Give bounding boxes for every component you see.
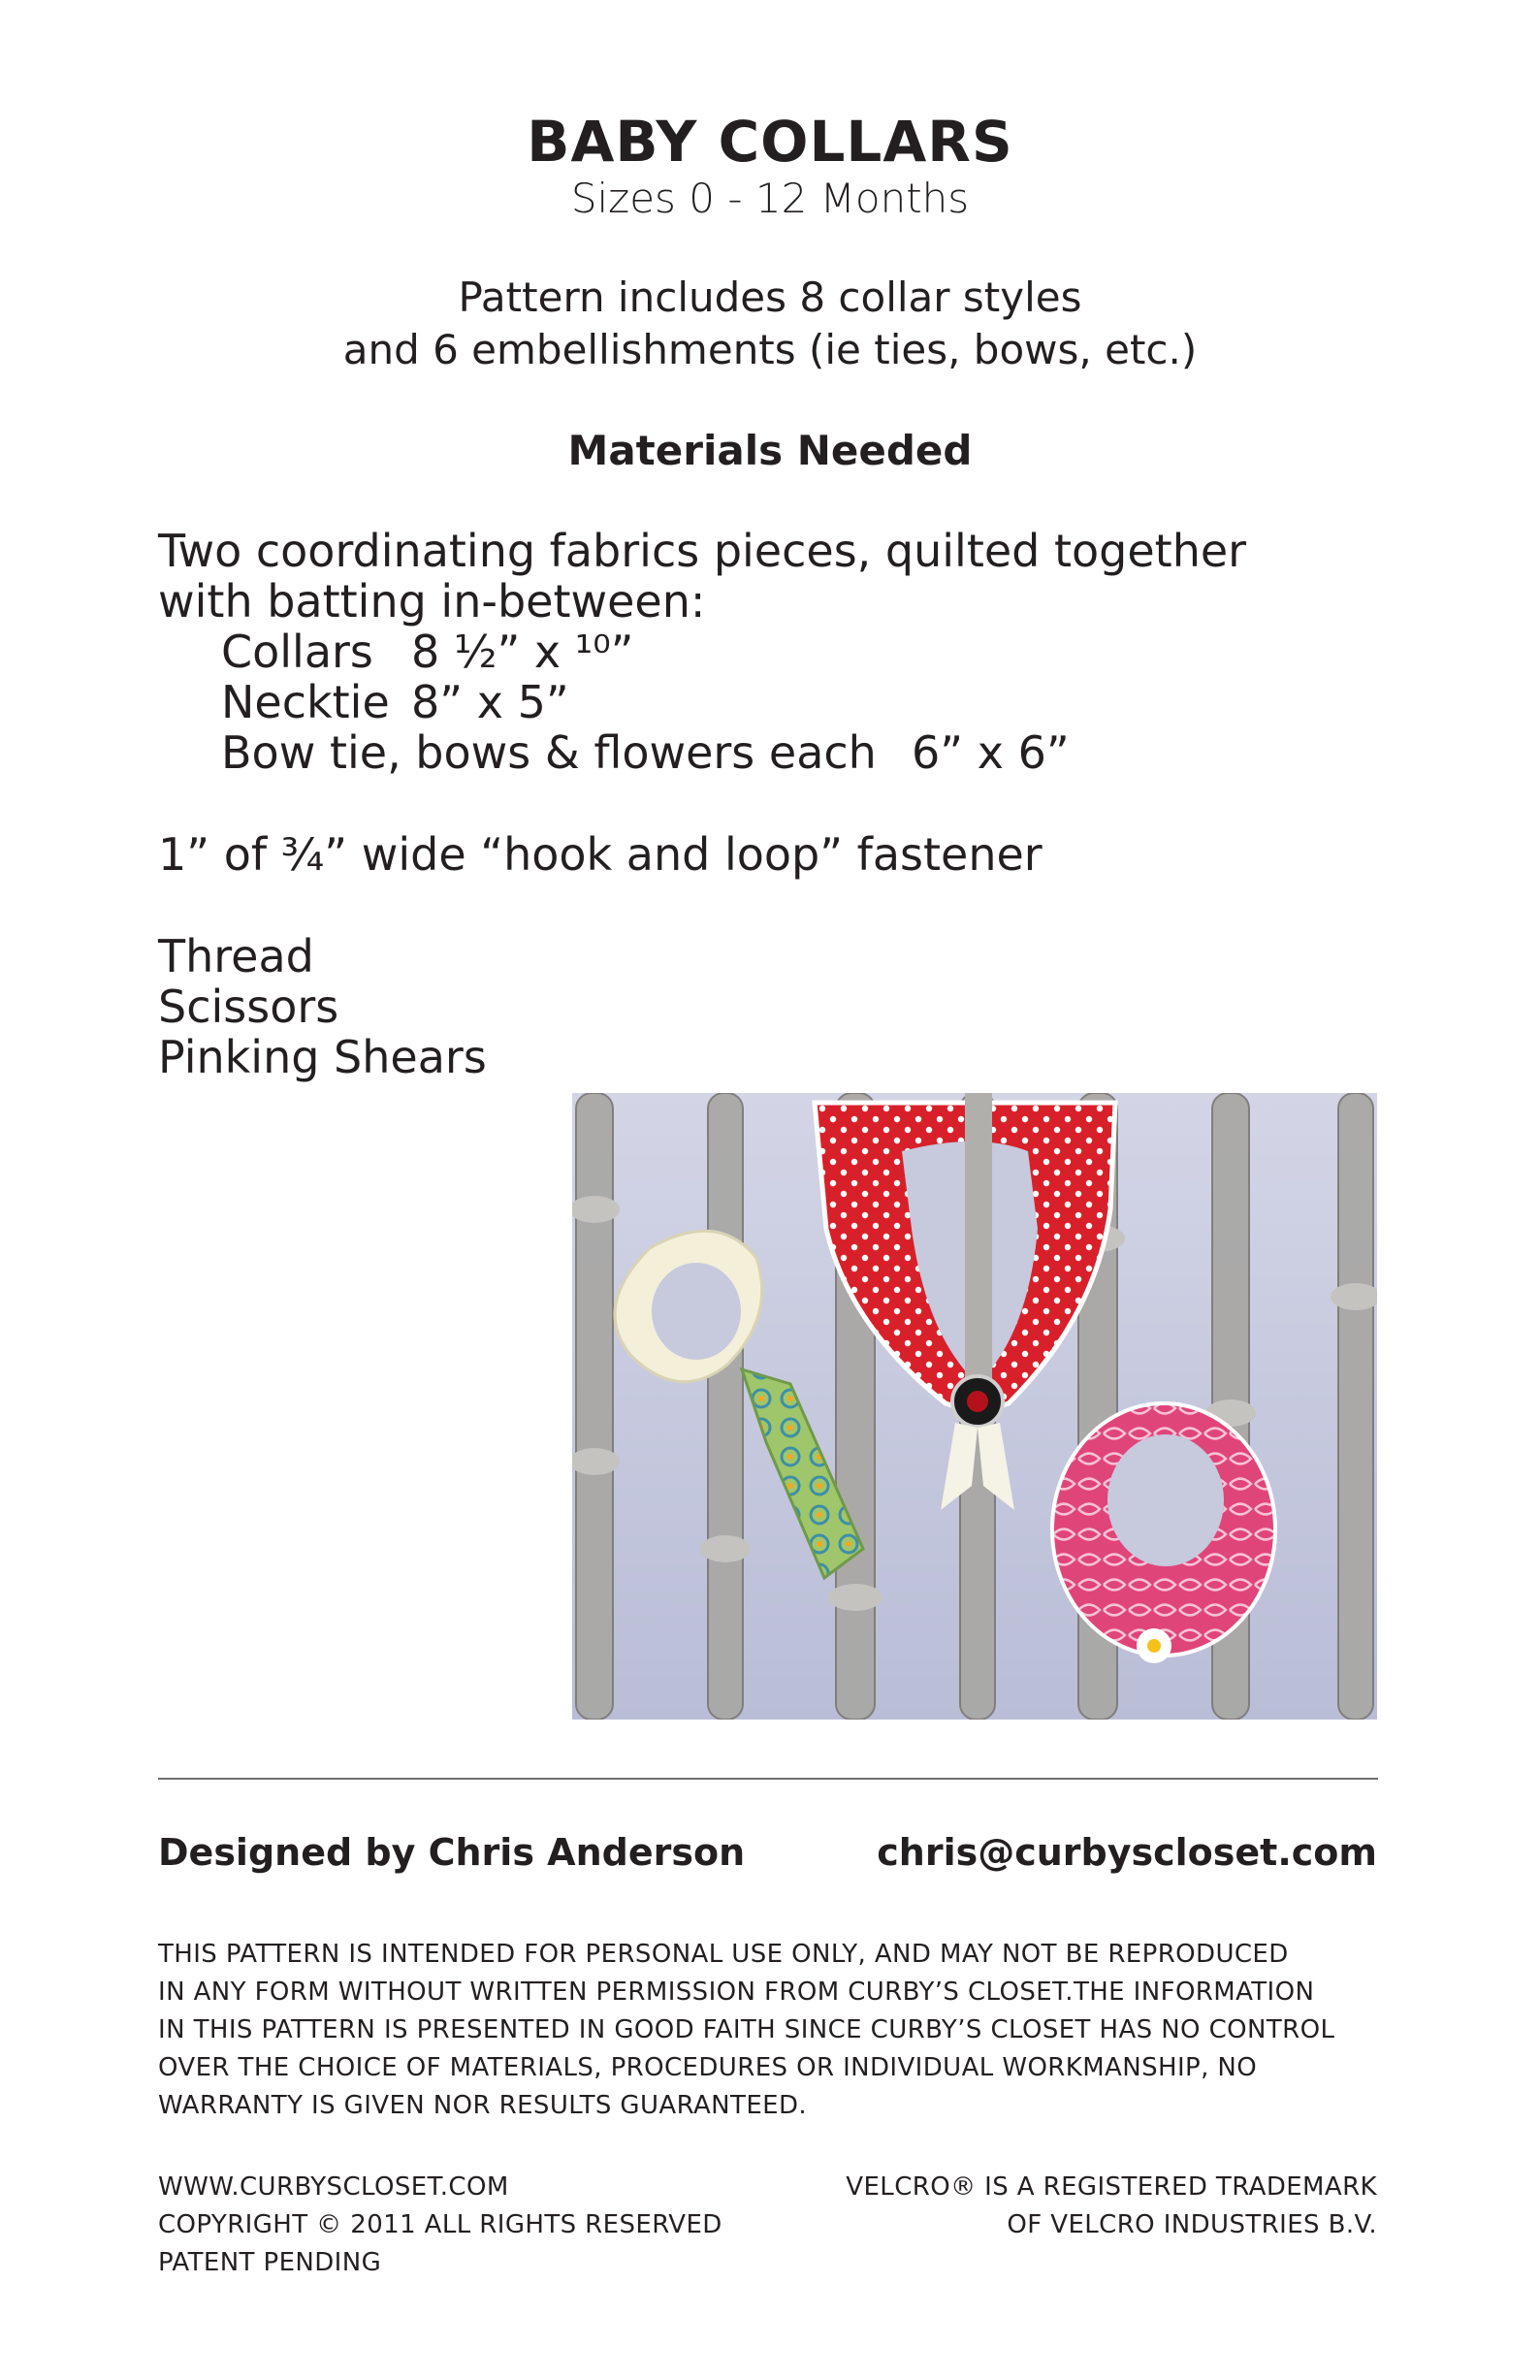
material-item-collars bbox=[221, 627, 633, 677]
disclaimer-line: THIS PATTERN IS INTENDED FOR PERSONAL USE ONLY, AND MAY NOT BE REPRODUCED bbox=[158, 1940, 1289, 1969]
material-item-size: 8” x 5” bbox=[411, 676, 569, 728]
material-item-label: Necktie bbox=[221, 676, 390, 728]
pattern-includes bbox=[0, 272, 1540, 376]
footer-left bbox=[158, 2169, 722, 2282]
material-item-necktie bbox=[221, 677, 569, 727]
material-item-label: Collars bbox=[221, 626, 373, 678]
tool-item: Pinking Shears bbox=[158, 1031, 487, 1083]
materials-heading: Materials Needed bbox=[567, 427, 973, 474]
disclaimer-line: OVER THE CHOICE OF MATERIALS, PROCEDURES OR INDIVIDUAL WORKMANSHIP, NO bbox=[158, 2053, 1258, 2082]
material-item-size: 6” x 6” bbox=[912, 726, 1070, 779]
material-item-label: Bow tie, bows & flowers each bbox=[221, 726, 877, 779]
materials-intro-line-1: Two coordinating fabrics pieces, quilted together bbox=[158, 525, 1247, 577]
size-range: Sizes 0 - 12 Months bbox=[570, 175, 970, 222]
collars-photo bbox=[572, 1093, 1377, 1720]
tool-item: Thread bbox=[158, 930, 314, 982]
disclaimer-line: IN THIS PATTERN IS PRESENTED IN GOOD FAITH SINCE CURBY’S CLOSET HAS NO CONTROL bbox=[158, 2015, 1335, 2044]
patent-notice: PATENT PENDING bbox=[158, 2248, 382, 2277]
includes-line-1: Pattern includes 8 collar styles bbox=[458, 273, 1082, 321]
usage-disclaimer bbox=[158, 1936, 1419, 2125]
trademark-line-1: VELCRO® IS A REGISTERED TRADEMARK bbox=[846, 2172, 1377, 2202]
copyright: COPYRIGHT © 2011 ALL RIGHTS RESERVED bbox=[158, 2210, 722, 2239]
website: WWW.CURBYSCLOSET.COM bbox=[158, 2172, 509, 2202]
materials-intro bbox=[158, 526, 1419, 627]
page-title: BABY COLLARS bbox=[527, 109, 1013, 175]
materials-intro-line-2: with batting in-between: bbox=[158, 575, 706, 627]
footer-right bbox=[846, 2169, 1377, 2244]
includes-line-2: and 6 embellishments (ie ties, bows, etc.) bbox=[342, 326, 1198, 373]
section-divider bbox=[158, 1778, 1378, 1780]
disclaimer-line: IN ANY FORM WITHOUT WRITTEN PERMISSION FROM CURBY’S CLOSET.THE INFORMATION bbox=[158, 1978, 1315, 2007]
material-item-size: 8 ½” x ¹⁰” bbox=[411, 626, 634, 678]
designer-credit: Designed by Chris Anderson bbox=[158, 1831, 746, 1874]
trademark-line-2: OF VELCRO INDUSTRIES B.V. bbox=[1007, 2210, 1377, 2239]
tool-item: Scissors bbox=[158, 981, 339, 1033]
designer-email: chris@curbyscloset.com bbox=[877, 1831, 1377, 1874]
tools-list bbox=[158, 931, 487, 1082]
disclaimer-line: WARRANTY IS GIVEN NOR RESULTS GUARANTEED. bbox=[158, 2091, 808, 2120]
material-item-bows bbox=[221, 727, 1070, 778]
fastener-requirement: 1” of ¾” wide “hook and loop” fastener bbox=[158, 828, 1043, 881]
